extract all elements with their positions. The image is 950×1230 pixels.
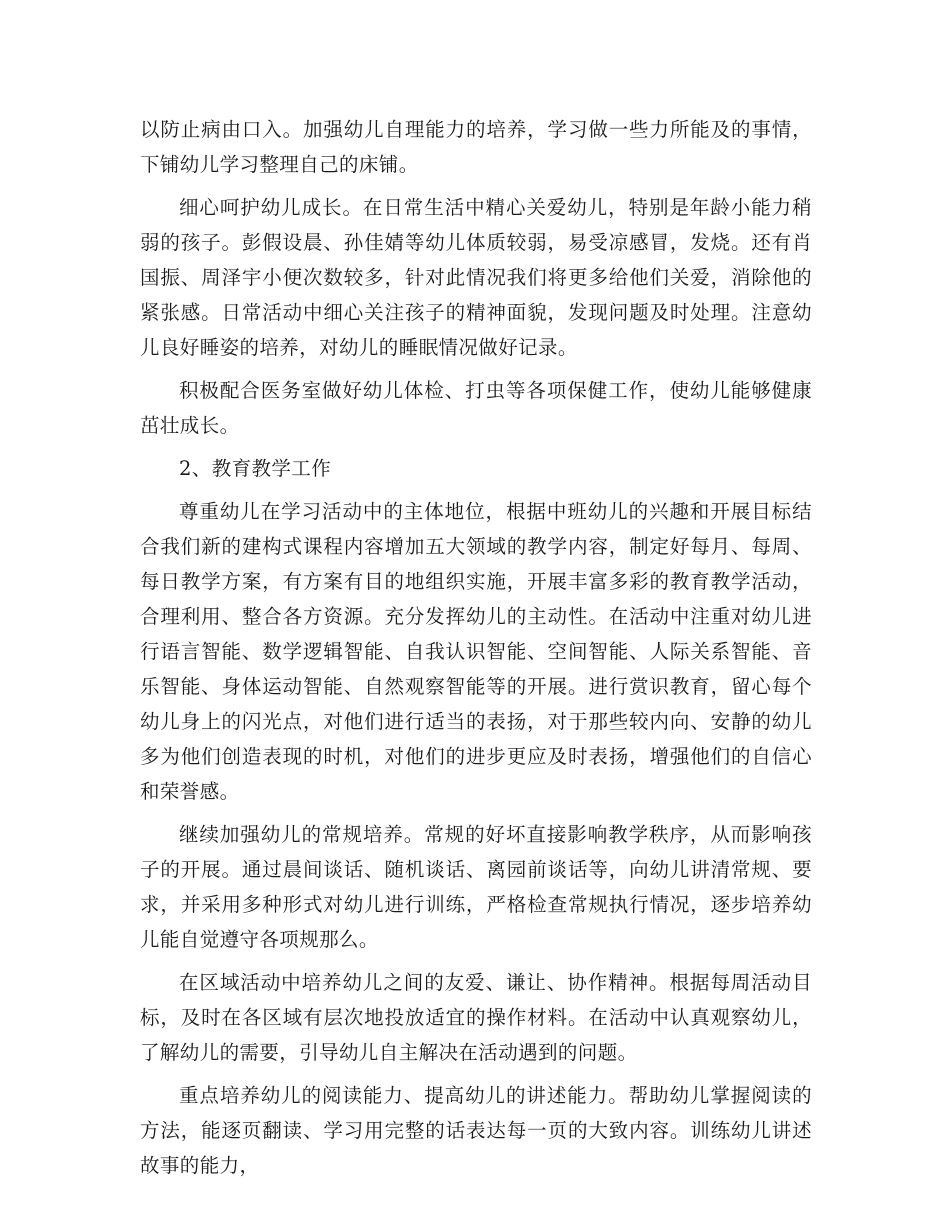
paragraph-area-activities: 在区域活动中培养幼儿之间的友爱、谦让、协作精神。根据每周活动目标，及时在各区域有层次地投放适宜的操作材料。在活动中认真观察幼儿，了解幼儿的需要，引导幼儿自主解决在活动遇到的问题。 — [140, 971, 812, 1064]
document-body — [140, 112, 812, 1191]
paragraph-teaching-activities: 尊重幼儿在学习活动中的主体地位，根据中班幼儿的兴趣和开展目标结合我们新的建构式课程内容增加五大领域的教学内容，制定好每月、每周、每日教学方案，有方案有目的地组织实施，开展丰富多彩的教育教学活动，合理利用、整合各方资源。充分发挥幼儿的主动性。在活动中注重对幼儿进行语言智能、数学逻辑智能、自我认识智能、空间智能、人际关系智能、音乐智能、身体运动智能、自然观察智能等的开展。进行赏识教育，留心每个幼儿身上的闪光点，对他们进行适当的表扬，对于那些较内向、安静的幼儿多为他们创造表现的时机，对他们的进步更应及时表扬，增强他们的自信心和荣誉感。 — [140, 500, 812, 803]
paragraph-care-growth: 细心呵护幼儿成长。在日常生活中精心关爱幼儿，特别是年龄小能力稍弱的孩子。彭假设晨、孙佳婧等幼儿体质较弱，易受凉感冒，发烧。还有肖国振、周泽宇小便次数较多，针对此情况我们将更多给他们关爱，消除他的紧张感。日常活动中细心关注孩子的精神面貌，发现问题及时处理。注意幼儿良好睡姿的培养，对幼儿的睡眠情况做好记录。 — [140, 196, 812, 359]
section-heading-education: 2、教育教学工作 — [179, 457, 332, 480]
paragraph-health-checkup: 积极配合医务室做好幼儿体检、打虫等各项保健工作，使幼儿能够健康茁壮成长。 — [140, 379, 812, 437]
paragraph-hygiene-selfcare: 以防止病由口入。加强幼儿自理能力的培养，学习做一些力所能及的事情，下铺幼儿学习整理自己的床铺。 — [140, 118, 812, 176]
paragraph-routine-training: 继续加强幼儿的常规培养。常规的好坏直接影响教学秩序，从而影响孩子的开展。通过晨间谈话、随机谈话、离园前谈话等，向幼儿讲清常规、要求，并采用多种形式对幼儿进行训练，严格检查常规执行情况，逐步培养幼儿能自觉遵守各项规那么。 — [140, 823, 812, 951]
paragraph-reading-ability: 重点培养幼儿的阅读能力、提高幼儿的讲述能力。帮助幼儿掌握阅读的方法，能逐页翻读、学习用完整的话表达每一页的大致内容。训练幼儿讲述故事的能力， — [140, 1084, 812, 1177]
